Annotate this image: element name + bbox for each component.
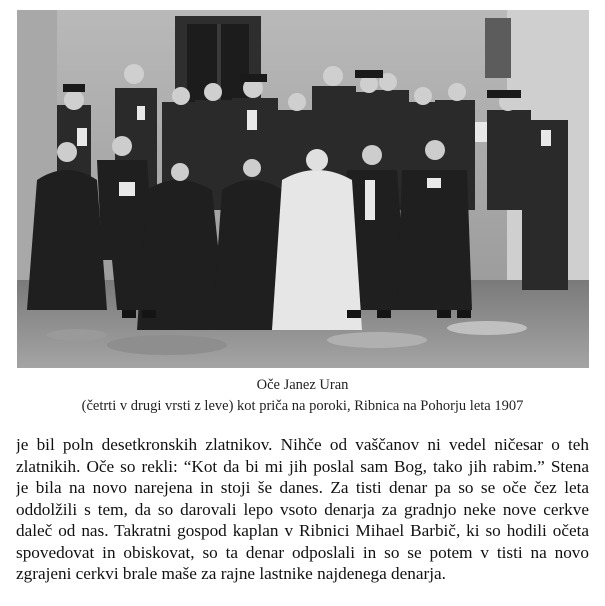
photo-caption xyxy=(0,375,605,417)
caption-line-2: (četrti v drugi vrsti z leve) kot priča na poroki, Ribnica na Pohorju leta 1907 xyxy=(81,398,524,414)
paragraph-line: oddolžili s tem, da so darovali lepo vsoto denarja za gradnjo neke nove cerkve xyxy=(16,499,589,519)
paragraph-line: spovedovat in obiskovat, so ta denar odposlali in so se potem v tisti na novo xyxy=(16,542,589,562)
paragraph-line: daleč od nas. Takratni gospod kaplan v Ribnici Mihael Barbič, ki so hodili očeta xyxy=(16,521,589,540)
paragraph-line: je bila na novo narejena in stoji še danes. Za tisti denar pa so se oče čez leta xyxy=(16,478,589,497)
paragraph-line: zgrajeni cerkvi brale maše za rajne lastnike najdenega denarja. xyxy=(16,564,446,583)
caption-line-1: Oče Janez Uran xyxy=(256,377,349,393)
paragraph-line: zlatnikih. Oče so rekli: “Kot da bi mi jih poslal sam Bog, tako jih rabim.” Stena xyxy=(16,456,589,476)
body-paragraph xyxy=(16,434,589,585)
photograph-image xyxy=(17,10,589,368)
paragraph-line: je bil poln desetkronskih zlatnikov. Nihče od vaščanov ni vedel ničesar o teh xyxy=(16,435,589,454)
wedding-group-photograph xyxy=(17,10,589,368)
